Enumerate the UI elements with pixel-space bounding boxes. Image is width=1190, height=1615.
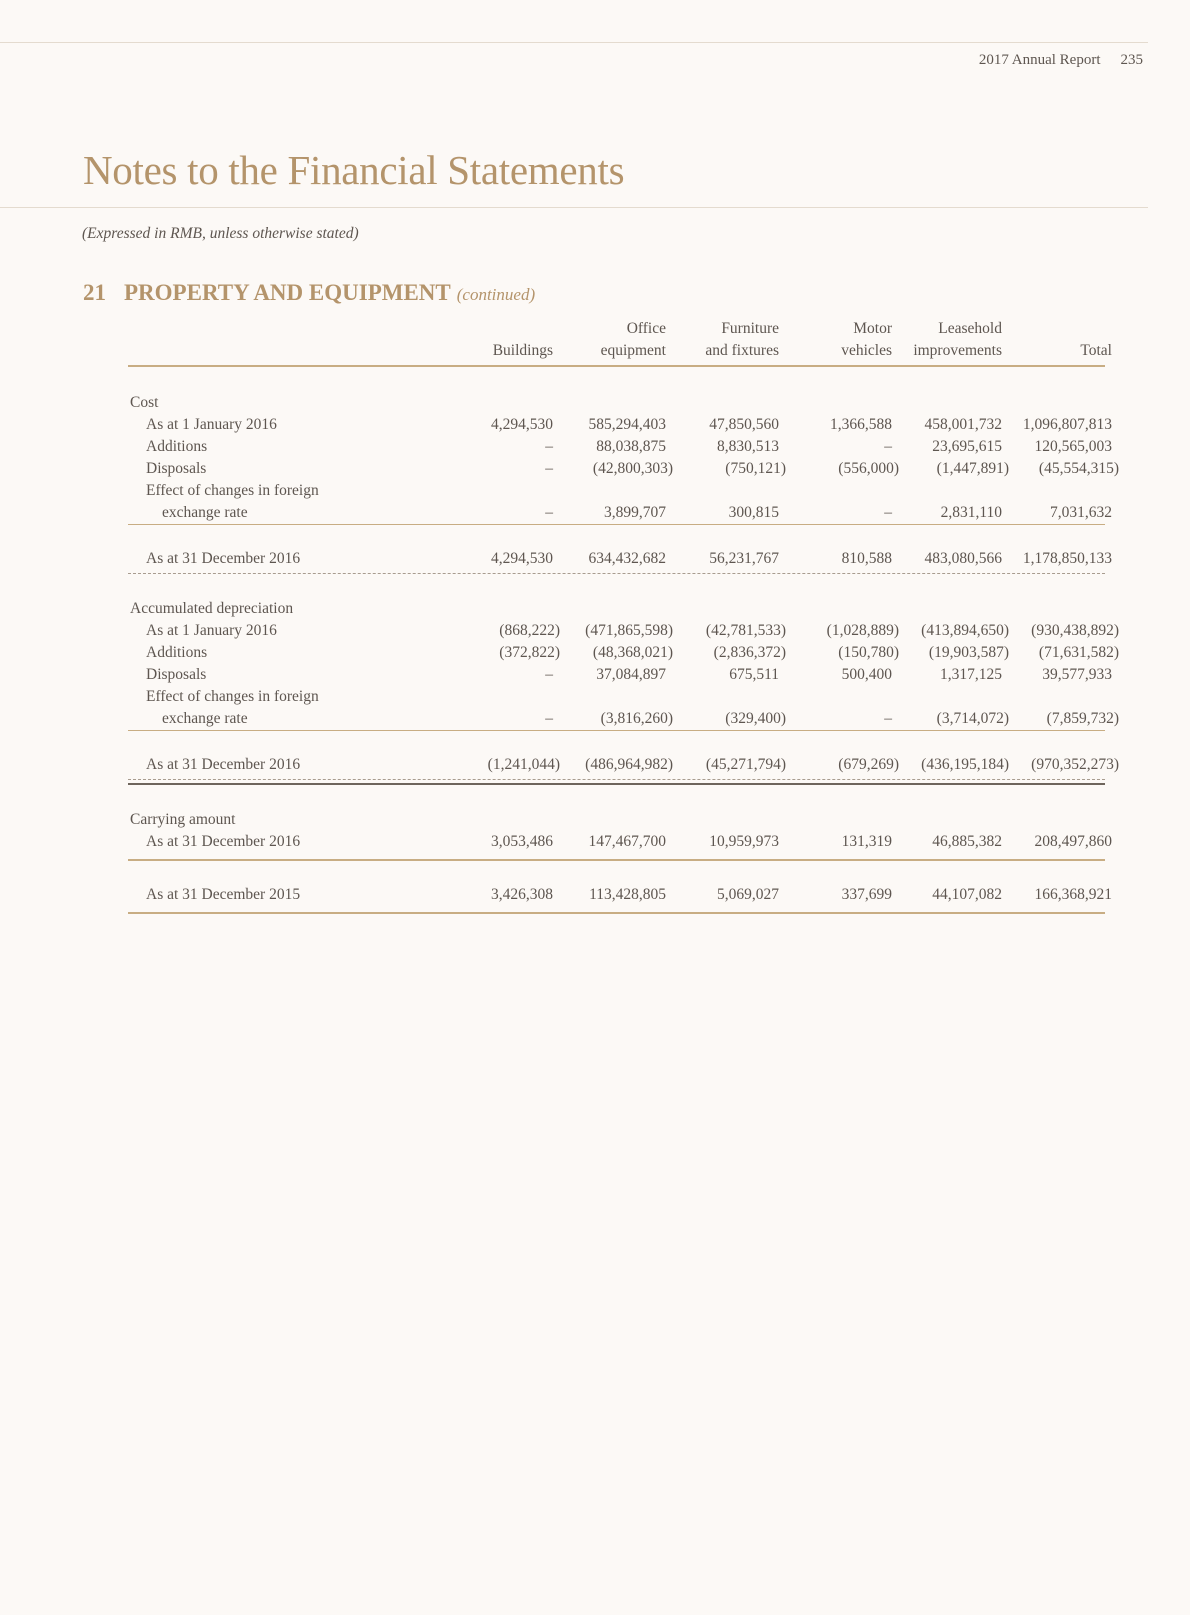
col-header-furniture-line1: Furniture xyxy=(721,320,779,337)
col-header-office-line1: Office xyxy=(626,320,666,337)
table-row: As at 1 January 2016 4,294,530 585,294,403 47,850,560 1,366,588 458,001,732 1,096,807,813 xyxy=(146,416,1112,433)
table-row-total: As at 31 December 2016 4,294,530 634,432,682 56,231,767 810,588 483,080,566 1,178,850,133 xyxy=(146,550,1112,567)
section-heading xyxy=(83,280,535,306)
table-row-carrying-2016: As at 31 December 2016 3,053,486 147,467,700 10,959,973 131,319 46,885,382 208,497,860 xyxy=(146,833,1112,850)
col-header-buildings-line1 xyxy=(440,318,560,340)
table-row-total: As at 31 December 2016 (1,241,044) (486,964,982) (45,271,794) (679,269) (436,195,184) (970,352,273) xyxy=(146,756,1119,773)
col-header-furniture: and fixtures xyxy=(705,342,779,359)
section-continued: (continued) xyxy=(456,285,536,304)
title-rule xyxy=(0,207,1148,208)
section-number: 21 xyxy=(83,280,106,305)
table-row-label-continued: Effect of changes in foreign xyxy=(146,688,319,705)
section-label-cost: Cost xyxy=(130,394,159,411)
table-row-label-continued: Effect of changes in foreign xyxy=(146,482,319,499)
table-row: Additions (372,822) (48,368,021) (2,836,372) (150,780) (19,903,587) (71,631,582) xyxy=(146,644,1119,661)
col-header-motor-vehicles: vehicles xyxy=(841,342,892,359)
column-header-row-1 xyxy=(130,318,1105,340)
section-label-carrying-amount: Carrying amount xyxy=(130,811,236,828)
column-header-row-2 xyxy=(130,340,1112,362)
col-header-leasehold: improvements xyxy=(913,342,1002,359)
col-header-total: Total xyxy=(1080,342,1112,359)
col-header-buildings: Buildings xyxy=(492,342,553,359)
currency-note: (Expressed in RMB, unless otherwise stated) xyxy=(82,225,359,242)
table-row-carrying-2015: As at 31 December 2015 3,426,308 113,428,805 5,069,027 337,699 44,107,082 166,368,921 xyxy=(146,886,1112,903)
col-header-motor-line1: Motor xyxy=(853,320,892,337)
section-title: PROPERTY AND EQUIPMENT xyxy=(124,280,451,305)
table-row: Additions – 88,038,875 8,830,513 – 23,695,615 120,565,003 xyxy=(146,438,1112,455)
running-header xyxy=(979,52,1143,69)
table-row: As at 1 January 2016 (868,222) (471,865,598) (42,781,533) (1,028,889) (413,894,650) (930,438,892) xyxy=(146,622,1119,639)
carrying-rule-2015 xyxy=(128,912,1105,914)
page-title: Notes to the Financial Statements xyxy=(83,147,625,193)
page-number: 235 xyxy=(1120,52,1143,68)
col-header-office-equipment: equipment xyxy=(600,342,666,359)
table-row: exchange rate – 3,899,707 300,815 – 2,831,110 7,031,632 xyxy=(162,504,1112,521)
property-equipment-table xyxy=(130,318,1119,914)
table-row: Disposals – 37,084,897 675,511 500,400 1,317,125 39,577,933 xyxy=(146,666,1112,683)
col-header-total-line1 xyxy=(1009,318,1119,340)
report-title: 2017 Annual Report xyxy=(978,52,1101,68)
table-row: exchange rate – (3,816,260) (329,400) – (3,714,072) (7,859,732) xyxy=(162,710,1119,727)
table-row: Disposals – (42,800,303) (750,121) (556,000) (1,447,891) (45,554,315) xyxy=(146,460,1119,477)
top-rule xyxy=(0,42,1148,43)
col-header-leasehold-line1: Leasehold xyxy=(938,320,1002,337)
section-label-depreciation: Accumulated depreciation xyxy=(130,600,294,617)
